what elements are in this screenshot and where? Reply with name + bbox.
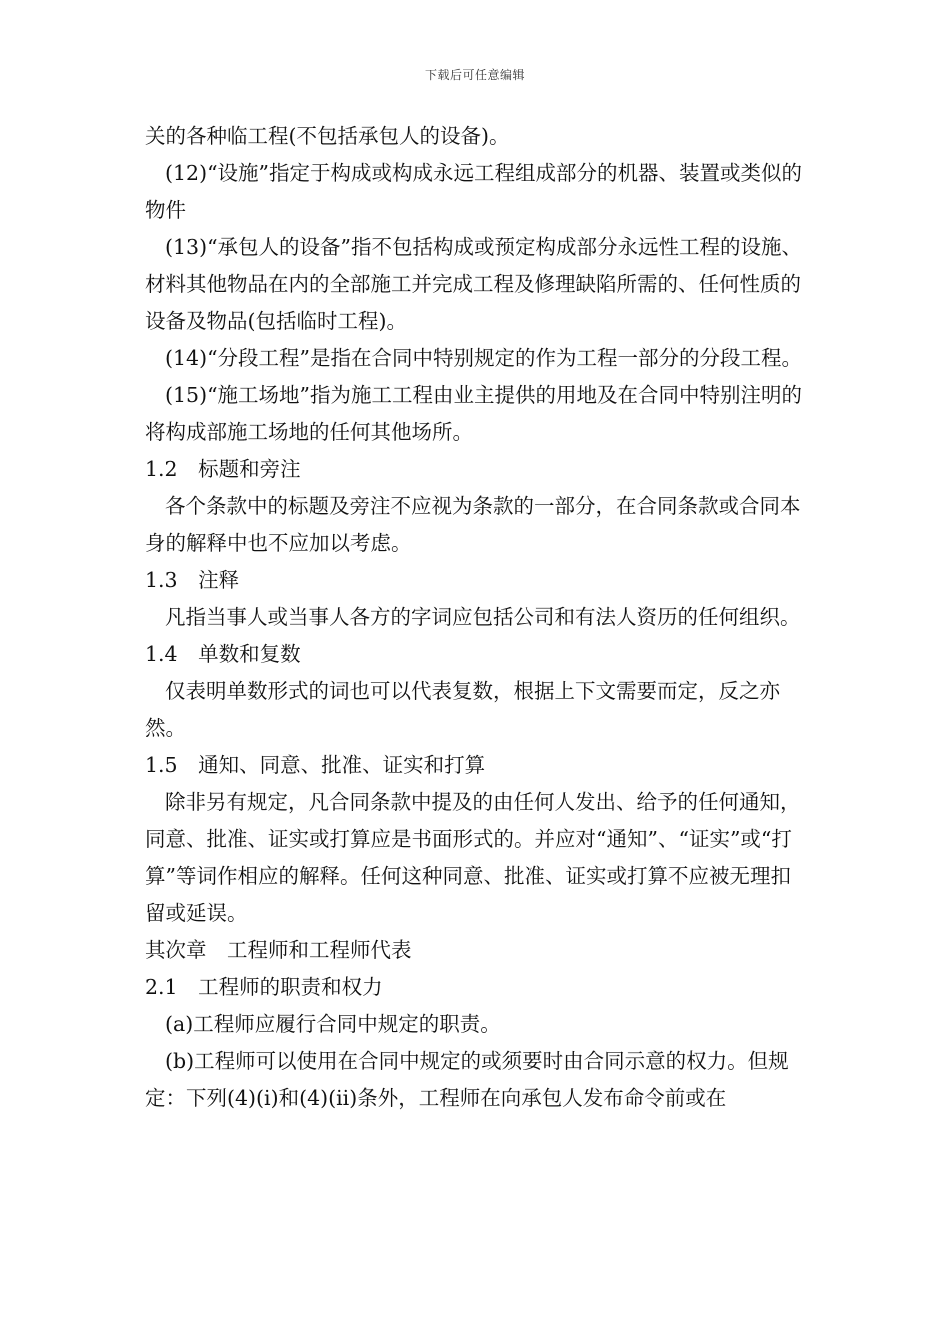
chapter-heading-2: 其次章 工程师和工程师代表 [145,938,412,962]
paragraph: 凡指当事人或当事人各方的字词应包括公司和有法人资历的任何组织。 [165,605,801,629]
clause-14: (14)“分段工程”是指在合同中特别规定的作为工程一部分的分段工程。 [165,346,803,370]
paragraph: 关的各种临工程(不包括承包人的设备)。 [145,124,510,148]
section-heading-2-1: 2.1 工程师的职责和权力 [145,975,383,999]
clause-15: (15)“施工场地”指为施工工程由业主提供的用地及在合同中特别注明的将构成部施工场地的任何其他场所。 [145,383,803,444]
clause-12: (12)“设施”指定于构成或构成永远工程组成部分的机器、装置或类似的物件 [145,161,803,222]
section-heading-1-5: 1.5 通知、同意、批准、证实和打算 [145,753,486,777]
clause-b: (b)工程师可以使用在合同中规定的或须要时由合同示意的权力。但规定：下列(4)(i)和(4)(ii)条外，工程师在向承包人发布命令前或在 [145,1049,789,1110]
paragraph: 仅表明单数形式的词也可以代表复数，根据上下文需要而定，反之亦然。 [145,679,780,740]
clause-a: (a)工程师应履行合同中规定的职责。 [165,1012,501,1036]
section-heading-1-3: 1.3 注释 [145,568,240,592]
section-heading-1-2: 1.2 标题和旁注 [145,457,301,481]
paragraph: 除非另有规定，凡合同条款中提及的由任何人发出、给予的任何通知，同意、批准、证实或打算应是书面形式的。并应对“通知”、“证实”或“打算”等词作相应的解释。任何这种同意、批准、证实或打算不应被无理扣留或延误。 [145,790,801,925]
document-body [145,118,810,1117]
clause-13: (13)“承包人的设备”指不包括构成或预定构成部分永远性工程的设施、材料其他物品在内的全部施工并完成工程及修理缺陷所需的、任何性质的设备及物品(包括临时工程)。 [145,235,803,333]
paragraph: 各个条款中的标题及旁注不应视为条款的一部分，在合同条款或合同本身的解释中也不应加以考虑。 [145,494,801,555]
section-heading-1-4: 1.4 单数和复数 [145,642,301,666]
page-header: 下载后可任意编辑 [424,68,525,82]
